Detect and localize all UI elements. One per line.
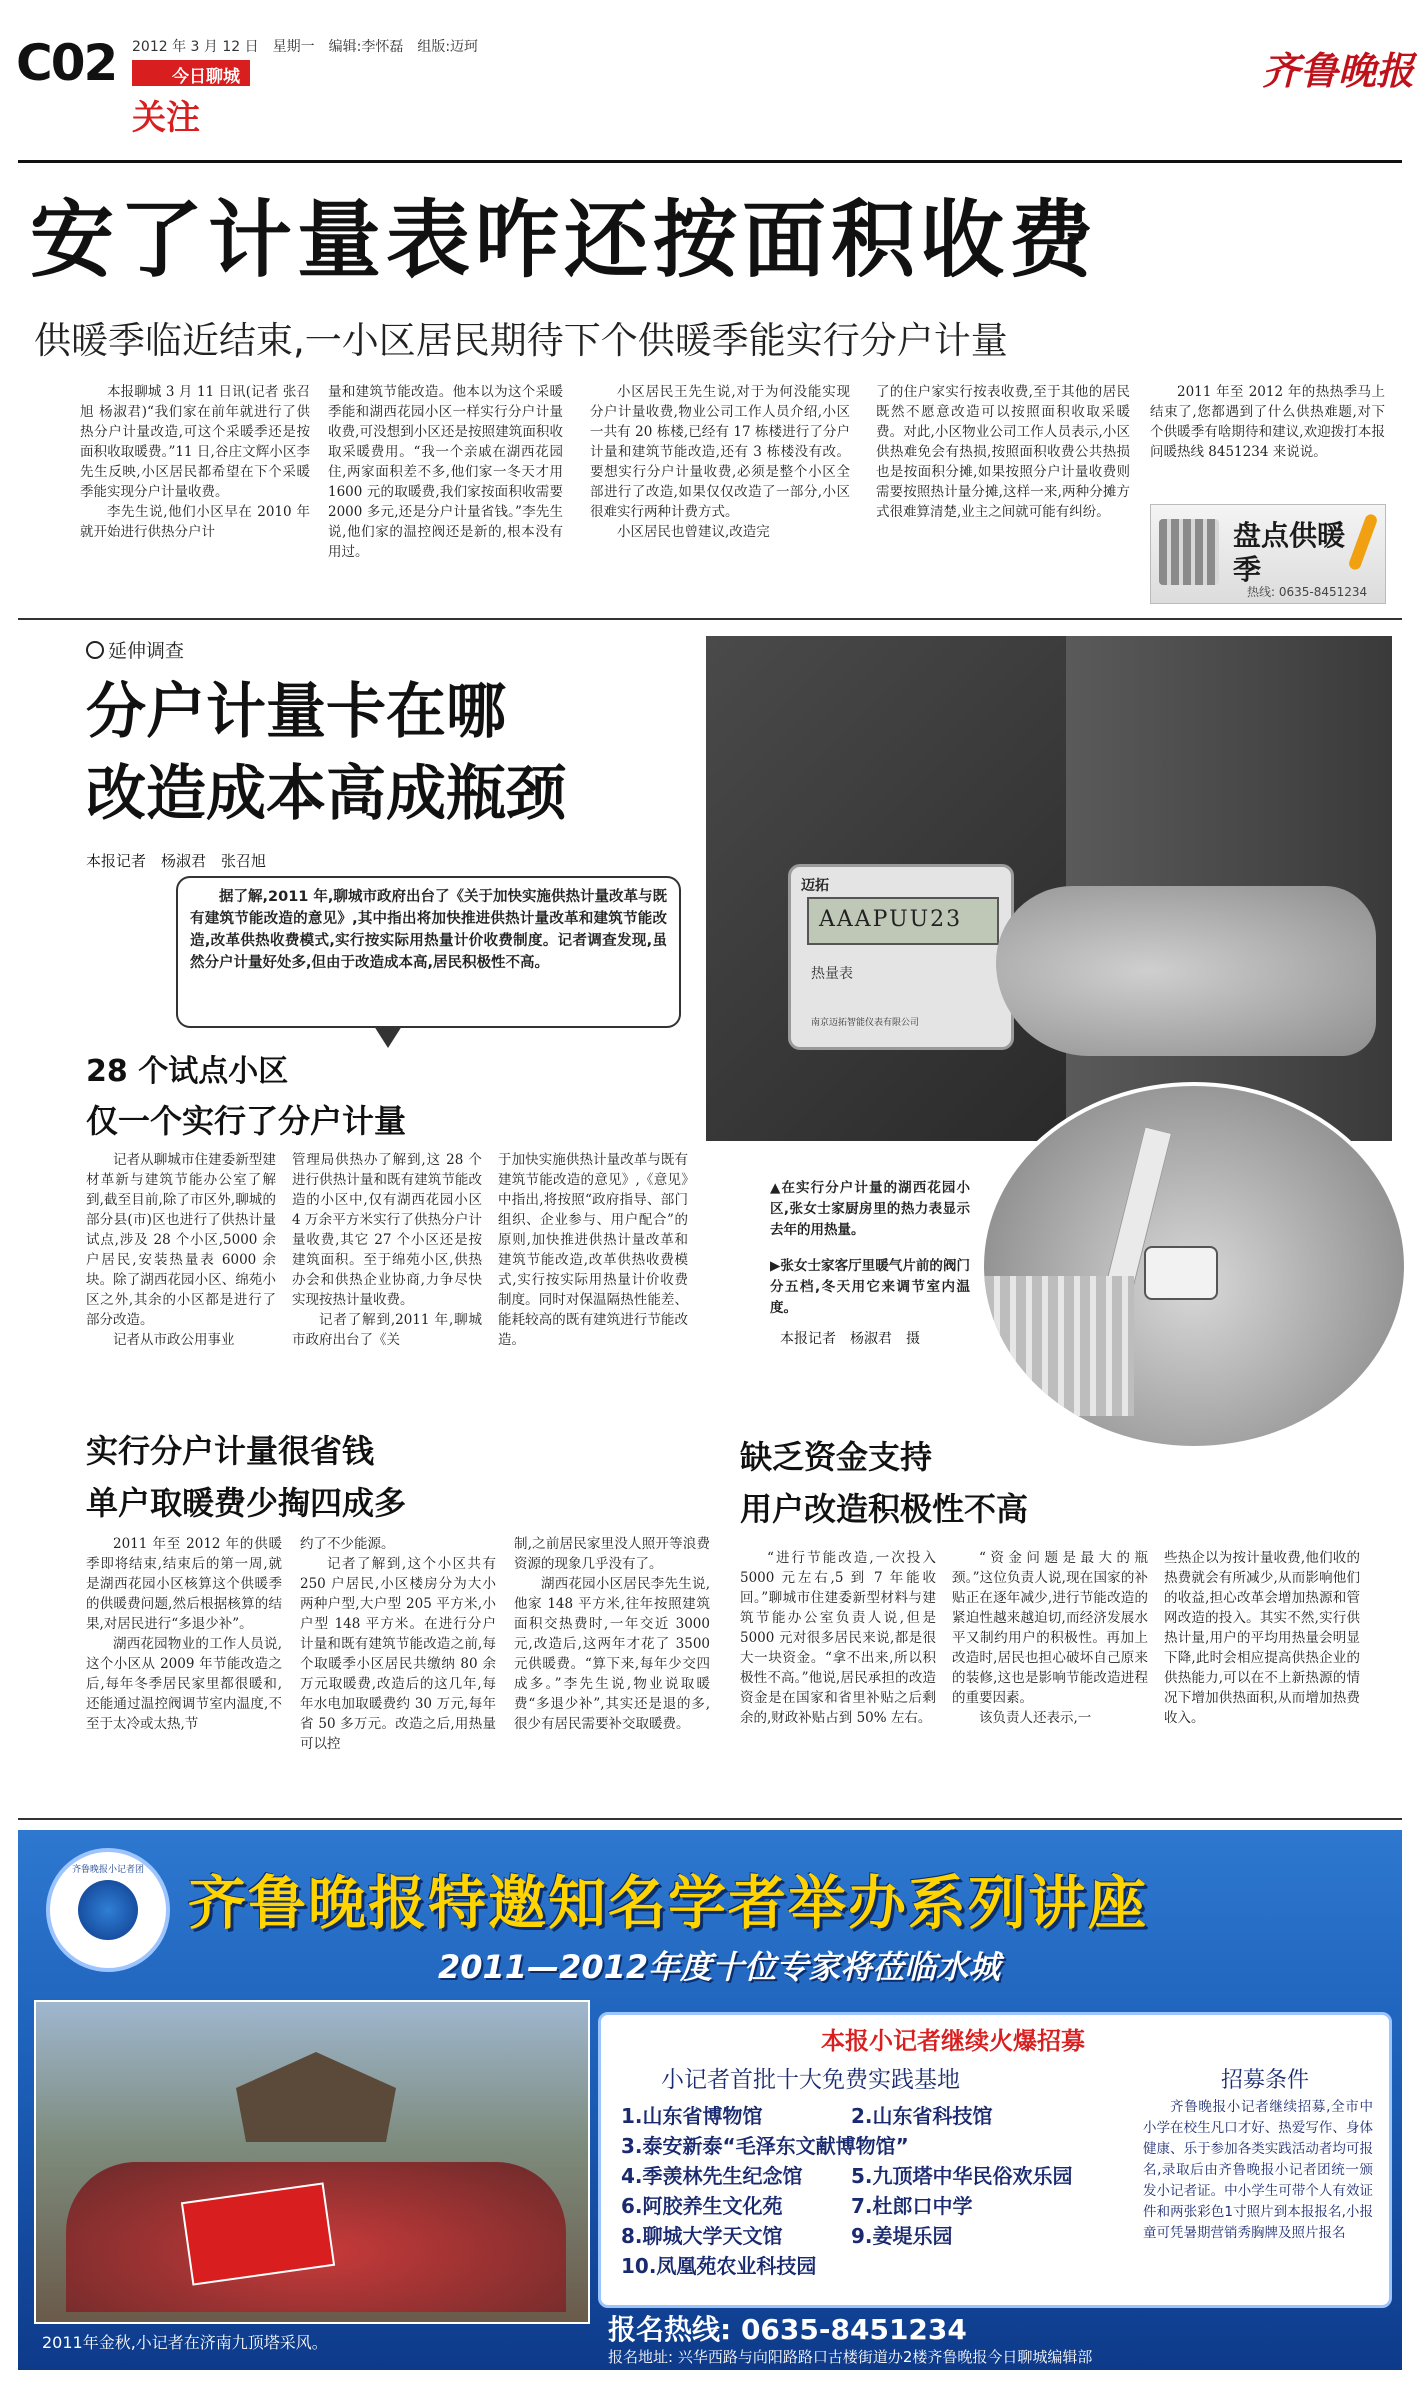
radiator-fins <box>984 1276 1134 1416</box>
cond-text: 齐鲁晚报小记者继续招募,全市中小学在校生凡口才好、热爱写作、身体健康、乐于参加各类实践活动者均可报名,录取后由齐鲁晚报小记者团统一颁发小记者证。中小学生可带个人有效证件和两张彩色1寸照片到本报报名,小报童可凭暑期营销秀胸牌及照片报名 <box>1143 2099 1373 2241</box>
recruit-title: 本报小记者继续火爆招募 <box>821 2027 1085 2055</box>
story-headline-2: 改造成本高成瓶颈 <box>86 759 566 829</box>
story-byline: 本报记者 杨淑君 张召旭 <box>86 852 267 870</box>
base-item: 7.杜郎口中学 <box>851 2194 973 2218</box>
sec2-col-2: 约了不少能源。 记者了解到,这个小区共有 250 户居民,小区楼房分为大小两种户型,大户型 205 平方米,小户型 148 平方米。在进行分户计量和既有建筑节能改造之前,每个取暖季小区居民共缴纳 80 余万元取暖费,改造后的这几年,每年水电加取暖费约 30 万元,每年省 50 多万元。改造之后,用热量可以控 <box>300 1536 496 1752</box>
page-header <box>0 0 1417 140</box>
meter-label: 热量表 <box>811 966 853 982</box>
story-bottom-rule <box>18 1818 1402 1820</box>
lead-col-4: 了的住户家实行按表收费,至于其他的居民既然不愿意改造可以按照面积收取采暖费。对此,小区物业公司工作人员表示,小区供热难免会有热损,按照面积收费公共热损也是按面积分摊,如果按照分户计量收费则需要按照热计量分摊,这样一来,两种分摊方式很难算清楚,业主之间就可能有纠纷。 <box>876 384 1130 520</box>
column-name: 关注 <box>132 98 200 138</box>
heat-meter-photo <box>706 636 1392 1141</box>
bird-logo-icon <box>78 1880 138 1940</box>
bases-list-right <box>851 2101 1131 2251</box>
lead-col-3: 小区居民王先生说,对于为何没能实现分户计量收费,物业公司工作人员介绍,小区一共有 20 栋楼,已经有 17 栋楼进行了分户计量和建筑节能改造,还有 3 栋楼没有改。要想实行分户计量收费,必须是整个小区全部进行了改造,如果仅仅改造了一部分,小区很难实行两种计费方式。 小区居民也曾建议,改造完 <box>590 384 850 540</box>
sec3-col-1: “进行节能改造,一次投入 5000 元左右,5 到 7 年能收回。”聊城市住建委新型材料与建筑节能办公室负责人说,但是 5000 元对很多居民来说,都是很大一块资金。“拿不出来,所以积极性不高。”他说,居民承担的改造资金是在国家和省里补贴之后剩余的,财政补贴占到 50% 左右。 <box>740 1550 936 1726</box>
promo-title: 盘点供暖季 <box>1233 519 1346 586</box>
hand-shape <box>996 886 1376 1056</box>
ad-title: 齐鲁晚报特邀知名学者举办系列讲座 <box>188 1869 1149 1937</box>
sec2-title-2: 单户取暖费少掏四成多 <box>86 1484 407 1522</box>
sec1-title-1: 28 个试点小区 <box>86 1054 289 1089</box>
base-item: 5.九顶塔中华民俗欢乐园 <box>851 2164 1073 2188</box>
base-item: 4.季羡林先生纪念馆 <box>621 2164 803 2188</box>
sec3-title-2: 用户改造积极性不高 <box>740 1490 1029 1528</box>
base-item: 6.阿胶养生文化苑 <box>621 2194 783 2218</box>
intro-box-tail <box>374 1026 402 1048</box>
base-item: 9.姜堤乐园 <box>851 2224 953 2248</box>
bases-title: 小记者首批十大免费实践基地 <box>661 2067 960 2093</box>
photo-caption-2: ▶张女士家客厅里暖气片前的阀门分五档,冬天用它来调节室内温度。 <box>770 1258 970 1316</box>
story-kicker: 延伸调查 <box>86 636 184 663</box>
valve-knob <box>1144 1246 1218 1300</box>
ad-subtitle: 2011—2012年度十位专家将莅临水城 <box>438 1948 1001 1986</box>
signup-hotline: 报名热线: 0635-8451234 <box>608 2313 967 2346</box>
recruit-panel <box>598 2012 1392 2308</box>
sec1-col-1: 记者从聊城市住建委新型建材革新与建筑节能办公室了解到,截至目前,除了市区外,聊城的部分县(市)区也进行了供热计量试点,涉及 28 个小区,5000 余户居民,安装热量表 6000 余块。除了湖西花园小区、绵苑小区之外,其余的小区都是进行了部分改造。 记者从市政公用事业 <box>86 1152 276 1348</box>
pagoda-shape <box>216 2052 416 2142</box>
sec2-title-1: 实行分户计量很省钱 <box>86 1432 375 1470</box>
photo-caption-1: ▲在实行分户计量的湖西花园小区,张女士家厨房里的热力表显示去年的用热量。 <box>770 1180 970 1238</box>
kicker-dot-icon <box>86 641 104 659</box>
lead-col-5: 2011 年至 2012 年的热热季马上结束了,您都遇到了什么供热难题,对下个供暖季有啥期待和建议,欢迎拨打本报问暖热线 8451234 来说说。 <box>1150 384 1385 460</box>
sec1-col-2: 管理局供热办了解到,这 28 个进行供热计量和既有建筑节能改造的小区中,仅有湖西花园小区 4 万余平方米实行了供热分户计量收费,其它 27 个小区还是按建筑面积。至于绵苑小区,供热办会和供热企业协商,力争尽快实现按热计量收费。 记者了解到,2011 年,聊城市政府出台了《关 <box>292 1152 482 1348</box>
sec2-col-1: 2011 年至 2012 年的供暖季即将结束,结束后的第一周,就是湖西花园小区核算这个供暖季的供暖费问题,然后根据核算的结果,对居民进行“多退少补”。 湖西花园物业的工作人员说,这个小区从 2009 年节能改造之后,每年冬季居民家里都很暖和,还能通过温控阀调节室内温度,不至于太冷或太热,节 <box>86 1536 282 1732</box>
meter-maker: 南京迈拓智能仪表有限公司 <box>811 1018 920 1028</box>
cond-title: 招募条件 <box>1221 2068 1310 2093</box>
sec3-col-3: 些热企以为按计量收费,他们收的热费就会有所减少,从而影响他们的收益,担心改革会增加热源和管网改造的投入。其实不然,实行供热计量,用户的平均用热量会明显下降,此时会相应提高供热企业的供热能力,可以在不上新热源的情况下增加供热面积,从而增加热费收入。 <box>1164 1550 1360 1726</box>
meter-brand: 迈拓 <box>801 878 829 894</box>
signup-address: 报名地址: 兴华西路与向阳路路口古楼街道办2楼齐鲁晚报今日聊城编辑部 <box>608 2348 1093 2366</box>
base-item: 8.聊城大学天文馆 <box>621 2224 783 2248</box>
lead-col-2: 量和建筑节能改造。他本以为这个采暖季能和湖西花园小区一样实行分户计量收费,可没想到小区还是按照建筑面积收取采暖费用。“我一个亲戚在湖西花园住,两家面积差不多,他们家一冬天才用 1600 元的取暖费,我们家按面积收需要 2000 多元,还是分户计量省钱。”李先生说,他们家的温控阀还是新的,根本没有用过。 <box>328 384 563 560</box>
sec3-col-2: “资金问题是最大的瓶颈。”这位负责人说,现在国家的补贴正在逐年减少,进行节能改造的紧迫性越来越迫切,而经济发展水平又制约用户的积极性。再加上改造时,居民也担心破坏自己原来的装修,这也是影响节能改造进程的重要因素。 该负责人还表示,一 <box>952 1550 1148 1726</box>
group-photo <box>34 2000 590 2324</box>
section-tab <box>132 60 250 86</box>
sec2-col-3: 制,之前居民家里没人照开等浪费资源的现象几乎没有了。 湖西花园小区居民李先生说,他家 148 平方米,往年按照建筑面积交热费时,一年交近 3000 元,改造后,这两年才花了 3500 元供暖费。“算下来,每年少交四成多。”李先生说,物业说取暖费“多退少补”,其实还是退的多,很少有居民需要补交取暖费。 <box>514 1536 710 1732</box>
page-code: C02 <box>16 34 117 92</box>
ad-banner <box>18 1830 1402 2370</box>
valve-photo <box>980 1082 1408 1450</box>
lead-rule <box>18 618 1402 620</box>
lead-headline: 安了计量表咋还按面积收费 <box>30 191 1099 289</box>
lead-col-1: 本报聊城 3 月 11 日讯(记者 张召旭 杨淑君)“我们家在前年就进行了供热分户计量改造,可这个采暖季还是按面积收取暖费。”11 日,谷庄文辉小区李先生反映,小区居民都希望在下个采暖季能实现分户计量收费。 李先生说,他们小区早在 2010 年就开始进行供热分户计 <box>80 384 310 540</box>
sec3-title-1: 缺乏资金支持 <box>740 1438 933 1476</box>
heat-meter-device <box>788 864 1014 1050</box>
meter-display-value: AAAPUU23 <box>819 907 963 932</box>
lead-subhead: 供暖季临近结束,一小区居民期待下个供暖季能实行分户计量 <box>34 319 1008 362</box>
story-headline-1: 分户计量卡在哪 <box>86 677 506 747</box>
intro-text: 据了解,2011 年,聊城市政府出台了《关于加快实施供热计量改革与既有建筑节能改造的意见》,其中指出将加快推进供热计量改革和建筑节能改造,改革供热收费模式,实行按实际用热量计价收费制度。记者调查发现,虽然分户计量好处多,但由于改造成本高,居民积极性不高。 <box>190 889 667 971</box>
base-item: 1.山东省博物馆 <box>621 2104 763 2128</box>
meter-display <box>807 897 999 945</box>
masthead-logo: 齐鲁晚报 <box>1262 48 1415 93</box>
sec1-col-3: 于加快实施供热计量改革与既有建筑节能改造的意见》,《意见》中指出,将按照“政府指导、部门组织、企业参与、用户配合”的原则,加快推进供热计量改革和建筑节能改造,改革供热收费模式,实行按实际用热量计价收费制度。同时对保温隔热性能差、能耗较高的既有建筑进行节能改造。 <box>498 1152 688 1348</box>
base-item: 2.山东省科技馆 <box>851 2104 993 2128</box>
header-rule <box>18 160 1402 163</box>
photo-credit: 本报记者 杨淑君 摄 <box>780 1331 920 1347</box>
radiator-icon <box>1159 519 1219 585</box>
sec1-title-2: 仅一个实行了分户计量 <box>86 1102 407 1140</box>
intro-box <box>176 876 681 1028</box>
base-item: 10.凤凰苑农业科技园 <box>621 2254 817 2278</box>
promo-box <box>1150 504 1386 604</box>
ad-badge <box>46 1848 170 1972</box>
section-name: 今日聊城 <box>172 67 240 87</box>
date-line: 2012 年 3 月 12 日 星期一 编辑:李怀磊 组版:迈珂 <box>132 39 479 55</box>
ad-badge-text: 齐鲁晚报小记者团 <box>71 1865 144 1875</box>
promo-hotline: 热线: 0635-8451234 <box>1247 585 1368 599</box>
base-item: 3.泰安新泰“毛泽东文献博物馆” <box>621 2134 909 2158</box>
group-photo-caption: 2011年金秋,小记者在济南九顶塔采风。 <box>42 2333 328 2352</box>
